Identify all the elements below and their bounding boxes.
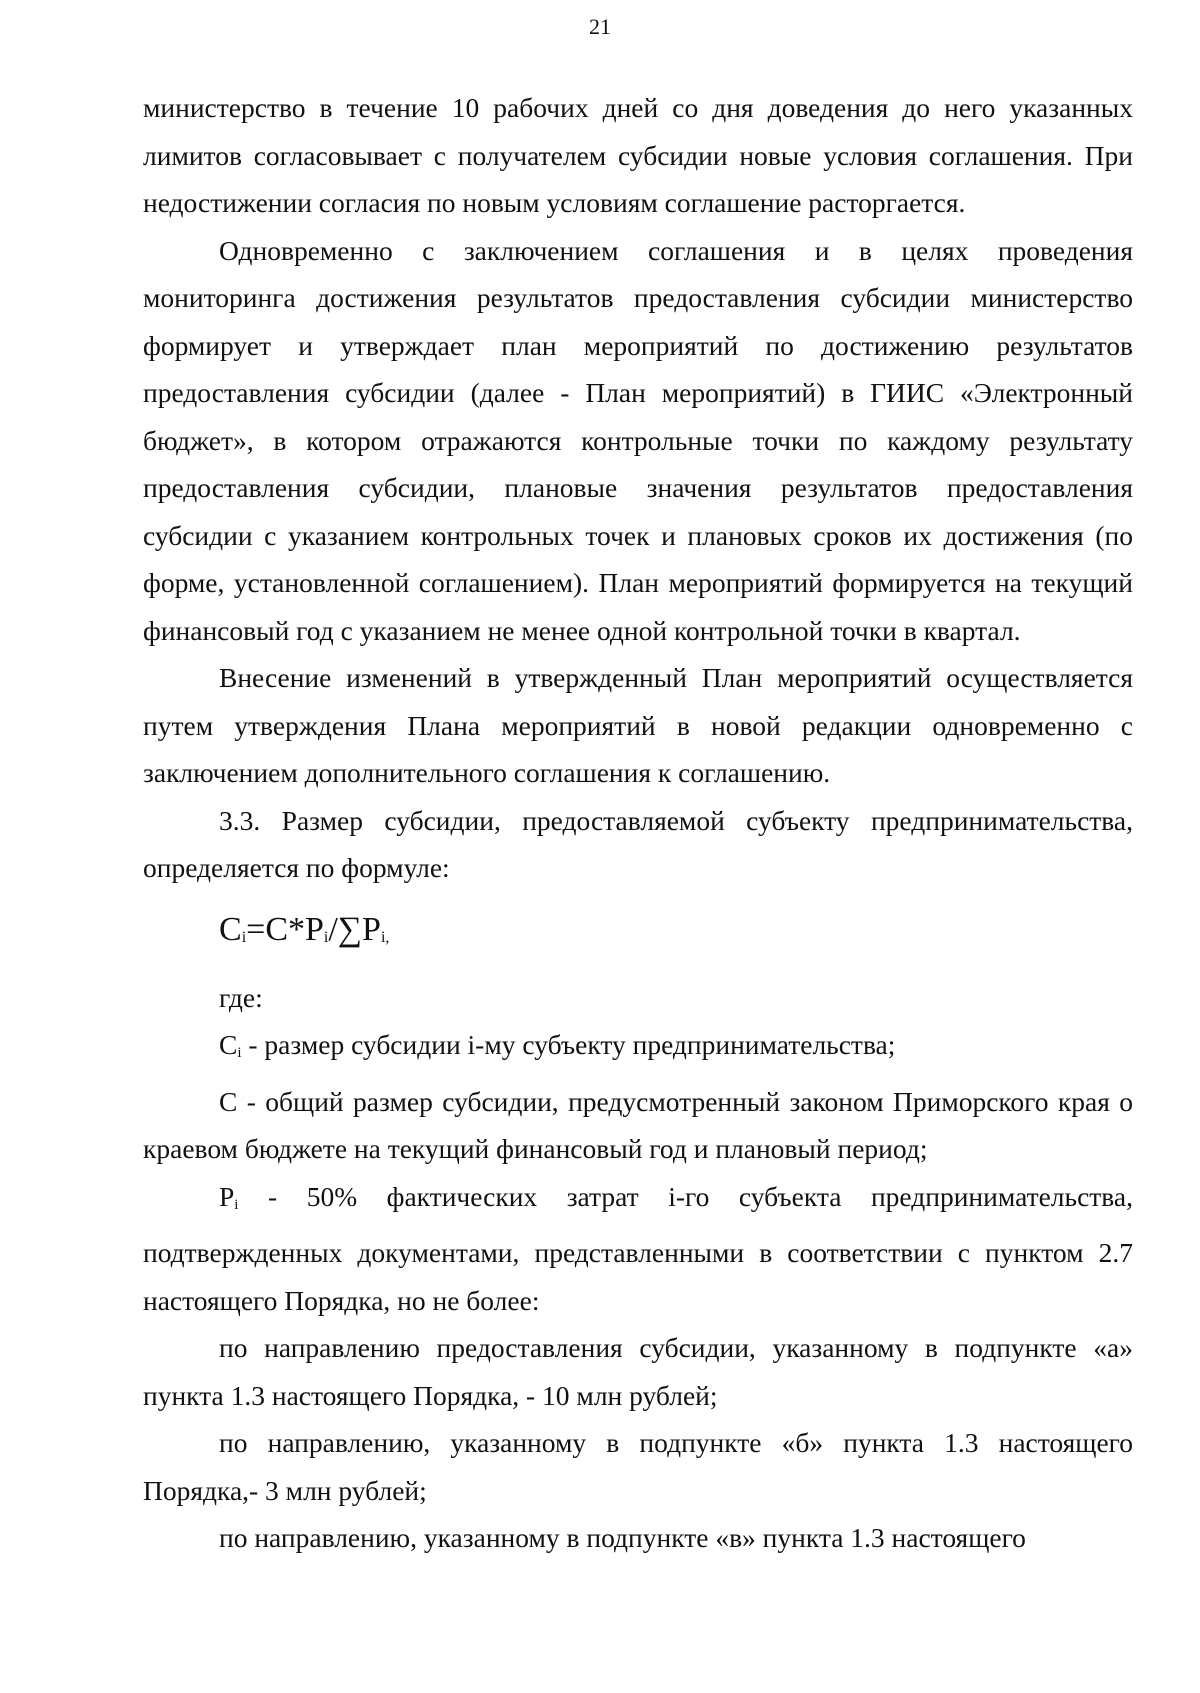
definition-c: C - общий размер субсидии, предусмотренный законом Приморского края о краевом бюджете на текущий финансовый год и плановый период; bbox=[143, 1085, 1133, 1164]
formula-c-index: i bbox=[241, 928, 247, 946]
formula-equals: =C*P bbox=[246, 910, 324, 948]
paragraph-subsidy-size: 3.3. Размер субсидии, предоставляемой субъекту предпринимательства, определяется по формуле: bbox=[143, 804, 1133, 883]
ci-subscript: i bbox=[237, 1045, 242, 1061]
pi-subscript: i bbox=[234, 1196, 239, 1213]
limit-item-v: по направлению, указанному в подпункте «в» пункта 1.3 настоящего bbox=[219, 1522, 1026, 1553]
pi-description: - 50% фактических затрат i-го субъекта предпринимательства, подтвержденных документами, представленными в соответствии с пунктом 2.7 настоящего Порядка, но не более: bbox=[143, 1180, 1133, 1316]
paragraph-continuation: министерство в течение 10 рабочих дней со дня доведения до него указанных лимитов согласовывает с получателем субсидии новые условия соглашения. При недостижении согласия по новым условиям соглашение расторгается. bbox=[143, 92, 1133, 218]
definition-pi bbox=[143, 1173, 1133, 1325]
document-body bbox=[143, 84, 1133, 1562]
formula-p-index: i bbox=[323, 928, 329, 946]
ci-description: - размер субсидии i-му субъекту предпринимательства; bbox=[241, 1029, 896, 1060]
definition-ci bbox=[143, 1021, 1133, 1078]
limit-item-b: по направлению, указанному в подпункте «б» пункта 1.3 настоящего Порядка,- 3 млн рублей; bbox=[143, 1427, 1133, 1506]
subsidy-formula bbox=[219, 902, 1133, 966]
formula-sum-index: i, bbox=[380, 928, 390, 946]
formula-sum: /∑P bbox=[328, 910, 381, 948]
page-number: 21 bbox=[589, 14, 611, 39]
ci-symbol: C bbox=[219, 1029, 238, 1060]
pi-symbol: P bbox=[219, 1180, 235, 1212]
limit-item-a: по направлению предоставления субсидии, указанному в подпункте «а» пункта 1.3 настоящего Порядка, - 10 млн рублей; bbox=[143, 1332, 1133, 1411]
formula-c: C bbox=[219, 910, 242, 948]
paragraph-plan-changes: Внесение изменений в утвержденный План мероприятий осуществляется путем утверждения Плана мероприятий в новой редакции одновременно с заключением дополнительного соглашения к соглашению. bbox=[143, 662, 1133, 788]
paragraph-action-plan: Одновременно с заключением соглашения и в целях проведения мониторинга достижения результатов предоставления субсидии министерство формирует и утверждает план мероприятий по достижению результатов предоставления субсидии (далее - План мероприятий) в ГИИС «Электронный бюджет», в котором отражаются контрольные точки по каждому результату предоставления субсидии, плановые значения результатов предоставления субсидии с указанием контрольных точек и плановых сроков их достижения (по форме, установленной соглашением). План мероприятий формируется на текущий финансовый год с указанием не менее одной контрольной точки в квартал. bbox=[143, 234, 1133, 646]
where-label: где: bbox=[219, 981, 263, 1013]
